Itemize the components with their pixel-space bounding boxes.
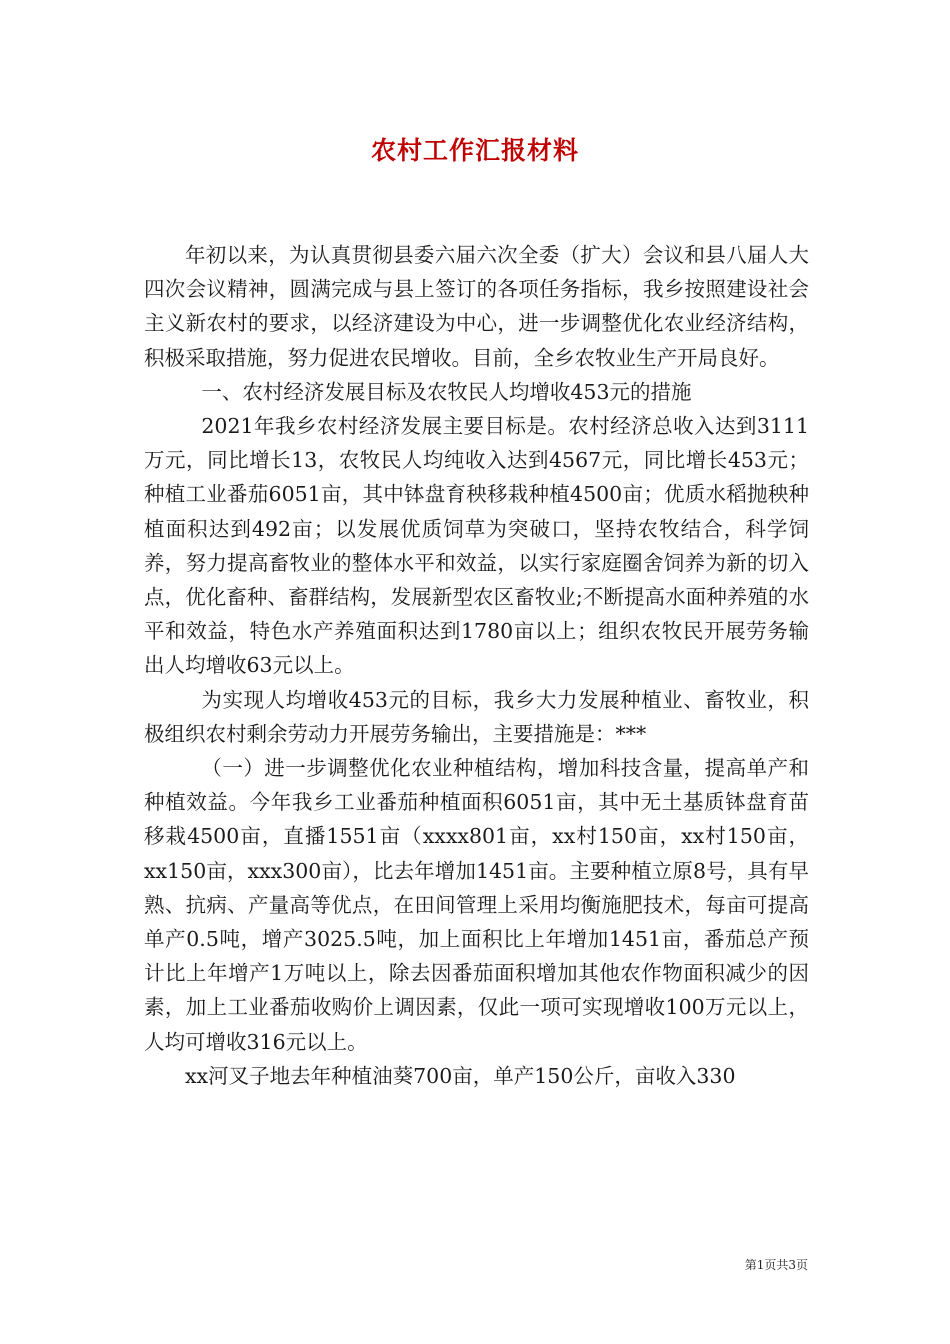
document-title: 农村工作汇报材料 xyxy=(370,136,579,165)
paragraph-measure-one: （一）进一步调整优化农业种植结构，增加科技含量，提高单产和种植效益。今年我乡工业番茄种植面积6051亩，其中无土基质钵盘育苗移栽4500亩，直播1551亩（xxxx801亩，xx村150亩，xx村150亩，xx150亩，xxx300亩），比去年增加1451亩。主要种植立原8号，具有早熟、抗病、产量高等优点，在田间管理上采用均衡施肥技术，每亩可提高单产0.5吨，增产3025.5吨，加上面积比上年增加1451亩，番茄总产预计比上年增产1万吨以上，除去因番茄面积增加其他农作物面积减少的因素，加上工业番茄收购价上调因素，仅此一项可实现增收100万元以上，人均可增收316元以上。 xyxy=(144,756,809,1054)
paragraph-intro: 年初以来，为认真贯彻县委六届六次全委（扩大）会议和县八届人大四次会议精神，圆满完成与县上签订的各项任务指标，我乡按照建设社会主义新农村的要求，以经济建设为中心，进一步调整优化农业经济结构，积极采取措施，努力促进农民增收。目前，全乡农牧业生产开局良好。 xyxy=(144,243,809,370)
paragraph-sunflower: xx河叉子地去年种植油葵700亩，单产150公斤，亩收入330 xyxy=(185,1063,736,1088)
page-number: 第1页共3页 xyxy=(744,1258,808,1272)
section-heading: 一、农村经济发展目标及农牧民人均增收453元的措施 xyxy=(201,379,692,404)
document-body xyxy=(144,238,809,1093)
paragraph-measures: 为实现人均增收453元的目标，我乡大力发展种植业、畜牧业，积极组织农村剩余劳动力开展劳务输出，主要措施是：*** xyxy=(144,687,809,746)
paragraph-goals: 2021年我乡农村经济发展主要目标是。农村经济总收入达到3111万元，同比增长13，农牧民人均纯收入达到4567元，同比增长453元；种植工业番茄6051亩，其中钵盘育秧移栽种植4500亩；优质水稻抛秧种植面积达到492亩；以发展优质饲草为突破口，坚持农牧结合，科学饲养，努力提高畜牧业的整体水平和效益，以实行家庭圈舍饲养为新的切入点，优化畜种、畜群结构，发展新型农区畜牧业;不断提高水面种养殖的水平和效益，特色水产养殖面积达到1780亩以上；组织农牧民开展劳务输出人均增收63元以上。 xyxy=(144,414,809,678)
